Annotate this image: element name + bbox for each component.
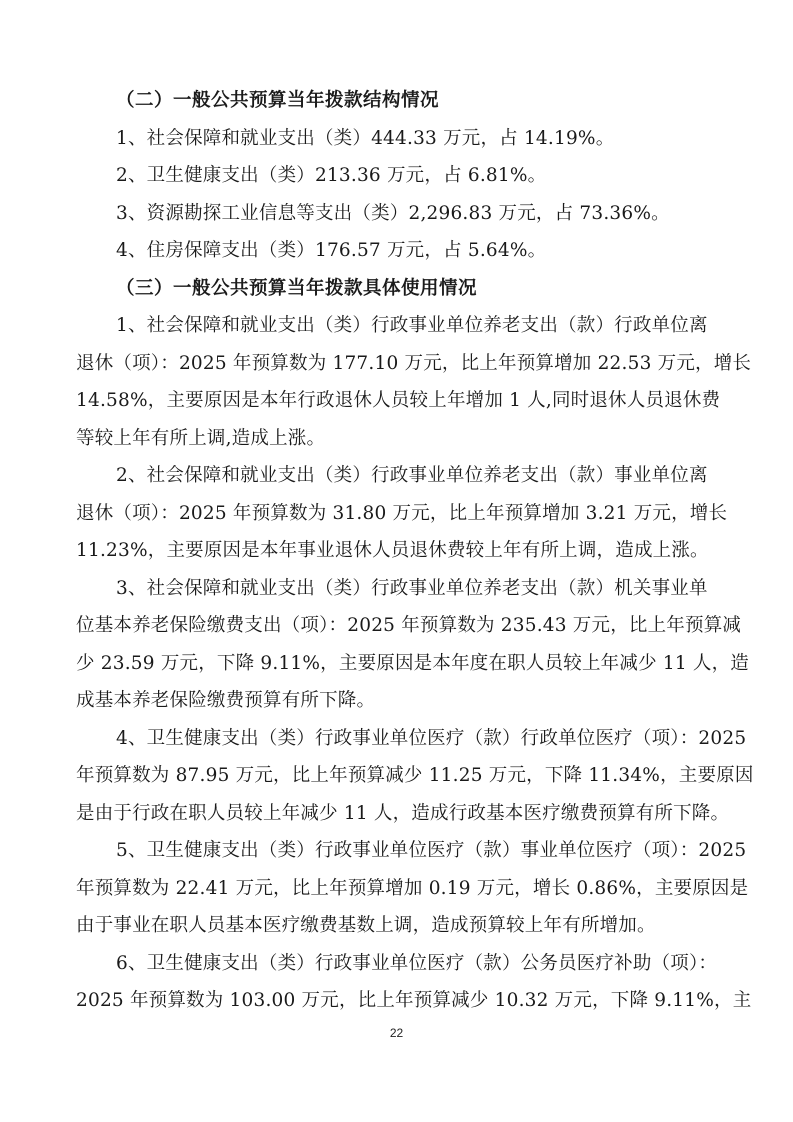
- section-heading-usage: （三）一般公共预算当年拨款具体使用情况: [116, 277, 478, 299]
- paragraph-4: [76, 720, 754, 833]
- paragraph-1: [76, 307, 752, 457]
- paragraph-line: 1、社会保障和就业支出（类）行政事业单位养老支出（款）行政单位离: [116, 315, 708, 336]
- section-heading-structure: （二）一般公共预算当年拨款结构情况: [116, 90, 440, 111]
- paragraph-line: 3、社会保障和就业支出（类）行政事业单位养老支出（款）机关事业单: [116, 577, 708, 599]
- paragraph-line: 位基本养老保险缴费支出（项）：2025 年预算数为 235.43 万元，比上年预算减: [76, 615, 742, 636]
- paragraph-6: [76, 945, 752, 1020]
- list-item: 2、卫生健康支出（类）213.36 万元，占 6.81%。: [116, 165, 547, 186]
- page-number: 22: [389, 1026, 404, 1040]
- paragraph-line: 6、卫生健康支出（类）行政事业单位医疗（款）公务员医疗补助（项）：: [116, 952, 718, 974]
- list-item: 4、住房保障支出（类）176.57 万元，占 5.64%。: [116, 240, 547, 261]
- paragraph-line: 年预算数为 22.41 万元，比上年预算增加 0.19 万元，增长 0.86%，主要原因是: [76, 877, 749, 899]
- list-item: 3、资源勘探工业信息等支出（类）2,296.83 万元，占 73.36%。: [116, 202, 670, 224]
- paragraph-line: 是由于行政在职人员较上年减少 11 人，造成行政基本医疗缴费预算有所下降。: [76, 802, 730, 824]
- paragraph-line: 14.58%，主要原因是本年行政退休人员较上年增加 1 人,同时退休人员退休费: [76, 390, 721, 411]
- paragraph-line: 4、卫生健康支出（类）行政事业单位医疗（款）行政单位医疗（项）：2025: [116, 727, 747, 749]
- paragraph-line: 少 23.59 万元，下降 9.11%，主要原因是本年度在职人员较上年减少 11 人，造: [76, 652, 749, 674]
- document-body: [76, 82, 754, 1020]
- paragraph-2: [76, 457, 728, 570]
- paragraph-line: 2025 年预算数为 103.00 万元，比上年预算减少 10.32 万元，下降 9.11%，主: [76, 990, 752, 1011]
- paragraph-line: 2、社会保障和就业支出（类）行政事业单位养老支出（款）事业单位离: [116, 465, 708, 486]
- paragraph-line: 5、卫生健康支出（类）行政事业单位医疗（款）事业单位医疗（项）：2025: [116, 840, 747, 861]
- paragraph-5: [76, 832, 749, 945]
- list-item: 1、社会保障和就业支出（类）444.33 万元，占 14.19%。: [116, 127, 615, 149]
- paragraph-line: 由于事业在职人员基本医疗缴费基数上调，造成预算较上年有所增加。: [76, 915, 656, 936]
- paragraph-3: [76, 570, 749, 720]
- paragraph-line: 退休（项）：2025 年预算数为 31.80 万元，比上年预算增加 3.21 万元，增长: [76, 502, 728, 524]
- paragraph-line: 年预算数为 87.95 万元，比上年预算减少 11.25 万元，下降 11.34%，主要原因: [76, 765, 754, 786]
- paragraph-line: 等较上年有所上调,造成上涨。: [76, 427, 326, 449]
- paragraph-line: 退休（项）：2025 年预算数为 177.10 万元，比上年预算增加 22.53 万元，增长: [76, 352, 752, 374]
- paragraph-line: 11.23%，主要原因是本年事业退休人员退休费较上年有所上调，造成上涨。: [76, 540, 709, 561]
- paragraph-line: 成基本养老保险缴费预算有所下降。: [76, 690, 376, 711]
